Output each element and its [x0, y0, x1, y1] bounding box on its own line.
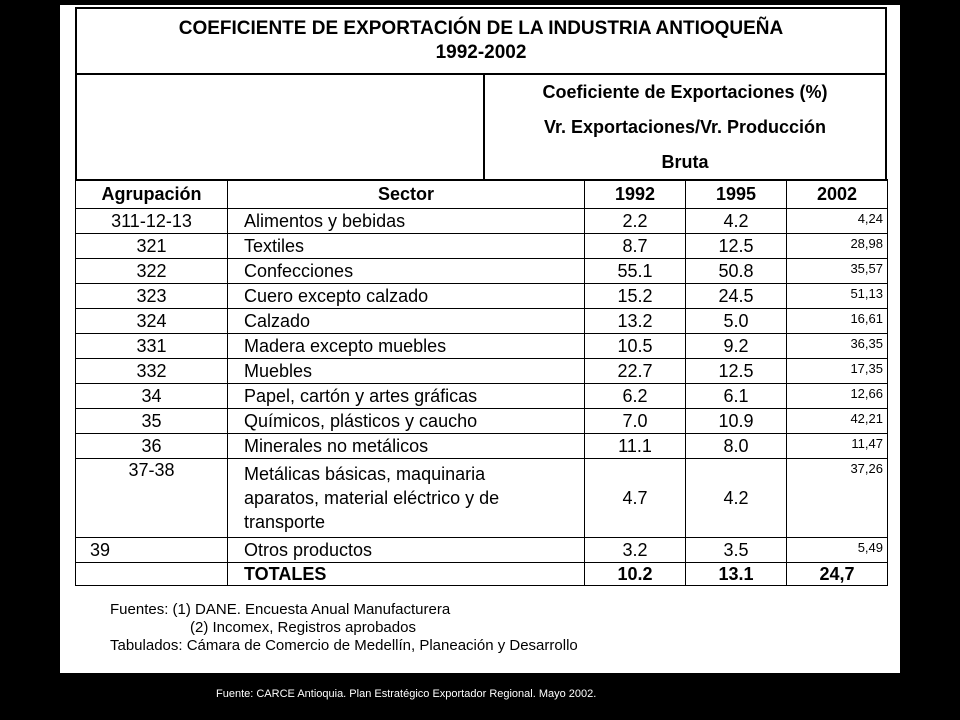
cell-1995: 50.8 — [686, 259, 787, 284]
cell-agrupacion: 34 — [76, 384, 228, 409]
table-title — [75, 7, 887, 75]
cell-1992: 13.2 — [585, 309, 686, 334]
table-row-totales — [76, 563, 888, 586]
col-header-sector: Sector — [228, 180, 585, 209]
cell-sector: Minerales no metálicos — [228, 434, 585, 459]
coef-line-2: Vr. Exportaciones/Vr. Producción — [543, 117, 827, 137]
cell-1992: 2.2 — [585, 209, 686, 234]
cell-1995: 3.5 — [686, 538, 787, 563]
cell-1995: 5.0 — [686, 309, 787, 334]
footer-source: Fuente: CARCE Antioquia. Plan Estratégico Exportador Regional. Mayo 2002. — [216, 688, 597, 700]
cell-2002: 16,61 — [787, 309, 888, 334]
sector-line-3: transporte — [244, 512, 326, 532]
cell-1995: 8.0 — [686, 434, 787, 459]
cell-1992: 55.1 — [585, 259, 686, 284]
coef-line-3: Bruta — [661, 152, 709, 172]
cell-agrupacion: 35 — [76, 409, 228, 434]
cell-1995: 12.5 — [686, 359, 787, 384]
col-header-2002: 2002 — [787, 180, 888, 209]
coefficient-header — [75, 73, 887, 181]
cell-2002: 42,21 — [787, 409, 888, 434]
cell-2002: 28,98 — [787, 234, 888, 259]
table-row — [76, 209, 888, 234]
total-2002: 24,7 — [787, 563, 888, 586]
cell-2002: 36,35 — [787, 334, 888, 359]
table-row — [76, 259, 888, 284]
total-1992: 10.2 — [585, 563, 686, 586]
table-row — [76, 234, 888, 259]
cell-1995: 9.2 — [686, 334, 787, 359]
cell-sector: Confecciones — [228, 259, 585, 284]
cell-1992: 11.1 — [585, 434, 686, 459]
cell-1992: 7.0 — [585, 409, 686, 434]
cell-agrupacion: 39 — [76, 538, 228, 563]
title-line-1: COEFICIENTE DE EXPORTACIÓN DE LA INDUSTRIA ANTIOQUEÑA — [178, 18, 784, 39]
cell-sector: Químicos, plásticos y caucho — [228, 409, 585, 434]
note-line-1: Fuentes: (1) DANE. Encuesta Anual Manufacturera — [110, 601, 451, 618]
coefficient-header-text — [485, 73, 885, 181]
table-row — [76, 309, 888, 334]
cell-1995: 10.9 — [686, 409, 787, 434]
cell-1995: 4.2 — [686, 459, 787, 538]
cell-sector — [228, 459, 585, 538]
cell-2002: 17,35 — [787, 359, 888, 384]
cell-agrupacion: 332 — [76, 359, 228, 384]
cell-2002: 35,57 — [787, 259, 888, 284]
cell-agrupacion: 322 — [76, 259, 228, 284]
cell-1992: 4.7 — [585, 459, 686, 538]
cell-1992: 15.2 — [585, 284, 686, 309]
cell-sector: Cuero excepto calzado — [228, 284, 585, 309]
cell-agrupacion-empty — [76, 563, 228, 586]
cell-1995: 12.5 — [686, 234, 787, 259]
cell-agrupacion: 37-38 — [76, 459, 228, 538]
table-row — [76, 409, 888, 434]
table-row-otros — [76, 538, 888, 563]
cell-agrupacion: 324 — [76, 309, 228, 334]
table-header-row — [76, 180, 888, 209]
cell-1992: 10.5 — [585, 334, 686, 359]
table-row — [76, 359, 888, 384]
col-header-1995: 1995 — [686, 180, 787, 209]
cell-sector: Otros productos — [228, 538, 585, 563]
title-line-2: 1992-2002 — [435, 42, 527, 63]
cell-1995: 24.5 — [686, 284, 787, 309]
cell-sector: Alimentos y bebidas — [228, 209, 585, 234]
cell-2002: 37,26 — [787, 459, 888, 538]
cell-agrupacion: 36 — [76, 434, 228, 459]
export-coefficient-table — [75, 179, 888, 586]
cell-sector: Papel, cartón y artes gráficas — [228, 384, 585, 409]
cell-1992: 8.7 — [585, 234, 686, 259]
cell-sector: Muebles — [228, 359, 585, 384]
coef-line-1: Coeficiente de Exportaciones (%) — [542, 82, 828, 102]
source-notes — [110, 601, 578, 655]
cell-2002: 11,47 — [787, 434, 888, 459]
totals-label: TOTALES — [228, 563, 585, 586]
cell-2002: 4,24 — [787, 209, 888, 234]
table-row — [76, 284, 888, 309]
sector-line-2: aparatos, material eléctrico y de — [244, 488, 500, 508]
sector-line-1: Metálicas básicas, maquinaria — [244, 464, 486, 484]
note-line-3: Tabulados: Cámara de Comercio de Medellín, Planeación y Desarrollo — [110, 637, 578, 654]
cell-2002: 5,49 — [787, 538, 888, 563]
col-header-1992: 1992 — [585, 180, 686, 209]
cell-agrupacion: 311-12-13 — [76, 209, 228, 234]
cell-2002: 51,13 — [787, 284, 888, 309]
cell-sector: Textiles — [228, 234, 585, 259]
table-row-metalicas — [76, 459, 888, 538]
cell-1992: 6.2 — [585, 384, 686, 409]
cell-agrupacion: 321 — [76, 234, 228, 259]
cell-1995: 6.1 — [686, 384, 787, 409]
cell-1995: 4.2 — [686, 209, 787, 234]
table-row — [76, 434, 888, 459]
total-1995: 13.1 — [686, 563, 787, 586]
cell-sector: Calzado — [228, 309, 585, 334]
table-row — [76, 334, 888, 359]
slide-panel — [60, 5, 900, 673]
cell-2002: 12,66 — [787, 384, 888, 409]
coefficient-header-blank — [77, 73, 485, 179]
cell-sector: Madera excepto muebles — [228, 334, 585, 359]
table-row — [76, 384, 888, 409]
cell-agrupacion: 323 — [76, 284, 228, 309]
cell-1992: 22.7 — [585, 359, 686, 384]
col-header-agrupacion: Agrupación — [76, 180, 228, 209]
cell-agrupacion: 331 — [76, 334, 228, 359]
note-line-2: (2) Incomex, Registros aprobados — [190, 619, 416, 636]
cell-1992: 3.2 — [585, 538, 686, 563]
